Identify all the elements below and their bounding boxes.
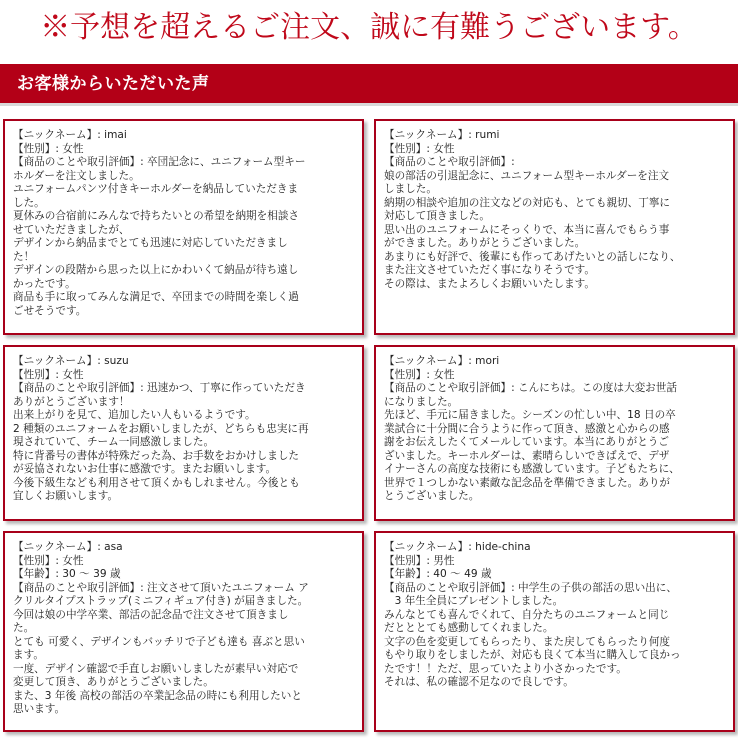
- review-line: 【年齢】: 40 ～ 49 歳: [384, 568, 492, 580]
- review-line: ごせそうです。: [13, 304, 87, 317]
- review-line: 【性別】: 男性: [384, 554, 455, 567]
- review-line: 【ニックネーム】: asa: [13, 541, 123, 553]
- review-line: とても 可愛く、デザインもバッチリで子ども達も 喜ぶと思い: [13, 635, 305, 648]
- review-line: せていただきましたが、: [13, 223, 130, 236]
- review-line: 商品も手に取ってみんな満足で、卒団までの時間を楽しく過: [13, 291, 299, 303]
- review-line: また、3 年後 高校の部活の卒業記念品の時にも利用したいと: [13, 689, 302, 702]
- review-line: 【ニックネーム】: mori: [384, 355, 500, 367]
- review-line: みんなとても喜んでくれて、自分たちのユニフォームと同じ: [384, 608, 670, 621]
- review-line: ます。: [13, 649, 44, 661]
- review-line: 現されていて、チーム一同感激しました。: [13, 436, 215, 448]
- review-line: 今回は娘の中学卒業、部活の記念品で注文させて頂きまし: [13, 608, 289, 621]
- review-line: たです！！ただ、思っていたより小さかったです。: [384, 662, 627, 675]
- review-line: た！: [13, 250, 35, 263]
- review-line: 【ニックネーム】: rumi: [384, 129, 500, 141]
- review-line: 業試合に十分間に合うように作って頂き、感激と心からの感: [384, 422, 670, 435]
- review-line: 【商品のことや取引評価】: 注文させて頂いたユニフォーム ア: [13, 581, 309, 594]
- review-line: ユニフォームパンツ付きキーホルダーを納品していただきま: [13, 183, 299, 195]
- review-line: 先ほど、手元に届きました。シーズンの忙しい中、18 日の卒: [384, 409, 676, 421]
- review-line: 宜しくお願いします。: [13, 490, 119, 502]
- review-line: 特に背番号の書体が特殊だった為、お手数をおかけしました: [13, 449, 300, 462]
- section-title: お客様からいただいた声: [17, 74, 210, 94]
- review-card-rumi: [374, 119, 735, 335]
- review-line: 納期の相談や追加の注文などの対応も、とても親切、丁寧に: [384, 196, 671, 209]
- review-line: 【性別】: 女性: [13, 142, 84, 155]
- review-line: 世界で１つしかない素敵な記念品を準備できました。ありが: [384, 476, 671, 489]
- review-line: 【年齢】: 30 ～ 39 歳: [13, 568, 121, 580]
- review-line: デザインの段階から思った以上にかわいくて納品が待ち遠し: [13, 264, 299, 276]
- review-card-suzu: [3, 345, 364, 521]
- review-line: 【商品のことや取引評価】: 迅速かつ、丁寧に作っていただき: [13, 382, 306, 394]
- review-line: 一度、デザイン確認で手直しお願いしましたが素早い対応で: [13, 662, 299, 675]
- review-line: 思い出のユニフォームにそっくりで、本当に喜んでもらう事: [384, 223, 670, 236]
- review-line: 対応して頂きました。: [384, 210, 490, 222]
- review-line: た。: [13, 622, 35, 634]
- review-card-hide-china: [374, 531, 735, 732]
- review-line: 【商品のことや取引評価】: 卒団記念に、ユニフォーム型キー: [13, 156, 306, 168]
- headline: ※予想を超えるご注文、誠に有難うございます。: [40, 10, 698, 45]
- review-line: デザインから納品までとても迅速に対応していただきまし: [13, 237, 288, 249]
- review-line: 娘の部活の引退記念に、ユニフォーム型キーホルダーを注文: [384, 169, 670, 182]
- review-line: 【性別】: 女性: [384, 368, 455, 381]
- section-banner: [0, 64, 738, 106]
- review-line: かったです。: [13, 277, 76, 290]
- review-line: した。: [13, 196, 45, 209]
- review-line: 謝をお伝えしたくてメールしています。本当にありがとうご: [384, 436, 669, 448]
- review-line: その際は、またよろしくお願いいたします。: [384, 277, 596, 290]
- review-line: 【商品のことや取引評価】:: [384, 156, 515, 168]
- review-line: 出来上がりを見て、追加したい人もいるようです。: [13, 409, 256, 421]
- review-line: しました。: [384, 183, 437, 195]
- review-card-asa: [3, 531, 364, 732]
- review-line: 思います。: [13, 703, 66, 715]
- review-line: 【商品のことや取引評価】: 中学生の子供の部活の思い出に、: [384, 581, 677, 594]
- review-card-imai: [3, 119, 364, 335]
- review-line: 文字の色を変更してもらったり、また戻してもらったり何度: [384, 635, 671, 648]
- review-line: また注文させていただく事になりそうです。: [384, 264, 596, 276]
- review-line: 【性別】: 女性: [13, 368, 84, 381]
- review-card-mori: [374, 345, 735, 521]
- review-line: 【ニックネーム】: suzu: [13, 355, 129, 367]
- review-line: 今後下級生なども利用させて頂くかもしれません。今後とも: [13, 476, 300, 489]
- review-line: 【ニックネーム】: imai: [13, 129, 127, 141]
- review-line: ざいました。キーホルダーは、素晴らしいできばえで、デザ: [384, 449, 670, 462]
- review-line: あまりにも好評で、後輩にも作ってあげたいとの話しになり、: [384, 250, 681, 263]
- review-line: 【性別】: 女性: [384, 142, 455, 155]
- review-line: 夏休みの合宿前にみんなで持ちたいとの希望を納期を相談さ: [13, 210, 300, 222]
- review-line: 3 年生全員にプレゼントしました。: [384, 595, 564, 607]
- review-line: クリルタイプストラップ(ミニフィギュア付き) が届きました。: [13, 595, 309, 607]
- review-line: 【性別】: 女性: [13, 554, 84, 567]
- review-line: とうございました。: [384, 490, 480, 502]
- review-line: 【商品のことや取引評価】: こんにちは。この度は大変お世話: [384, 382, 677, 394]
- review-line: になりました。: [384, 395, 459, 408]
- review-line: もやり取りをしましたが、対応も良くて本当に購入して良かっ: [384, 649, 681, 661]
- review-line: ホルダーを注文しました。: [13, 169, 140, 182]
- review-line: ありがとうございます！: [13, 395, 130, 408]
- review-line: 変更して頂き、ありがとうございました。: [13, 676, 214, 688]
- review-line: が妥協されないお仕事に感激です。またお願いします。: [13, 463, 277, 475]
- review-line: それは、私の確認不足なので良しです。: [384, 676, 574, 688]
- review-line: 【ニックネーム】: hide-china: [384, 541, 531, 553]
- review-line: ができました。ありがとうございました。: [384, 237, 586, 249]
- review-line: イナーさんの高度な技術にも感激しています。子どもたちに、: [384, 463, 680, 475]
- review-line: 2 種類のユニフォームをお願いしましたが、どちらも忠実に再: [13, 422, 309, 435]
- review-line: だとととても感動してくれました。: [384, 622, 554, 634]
